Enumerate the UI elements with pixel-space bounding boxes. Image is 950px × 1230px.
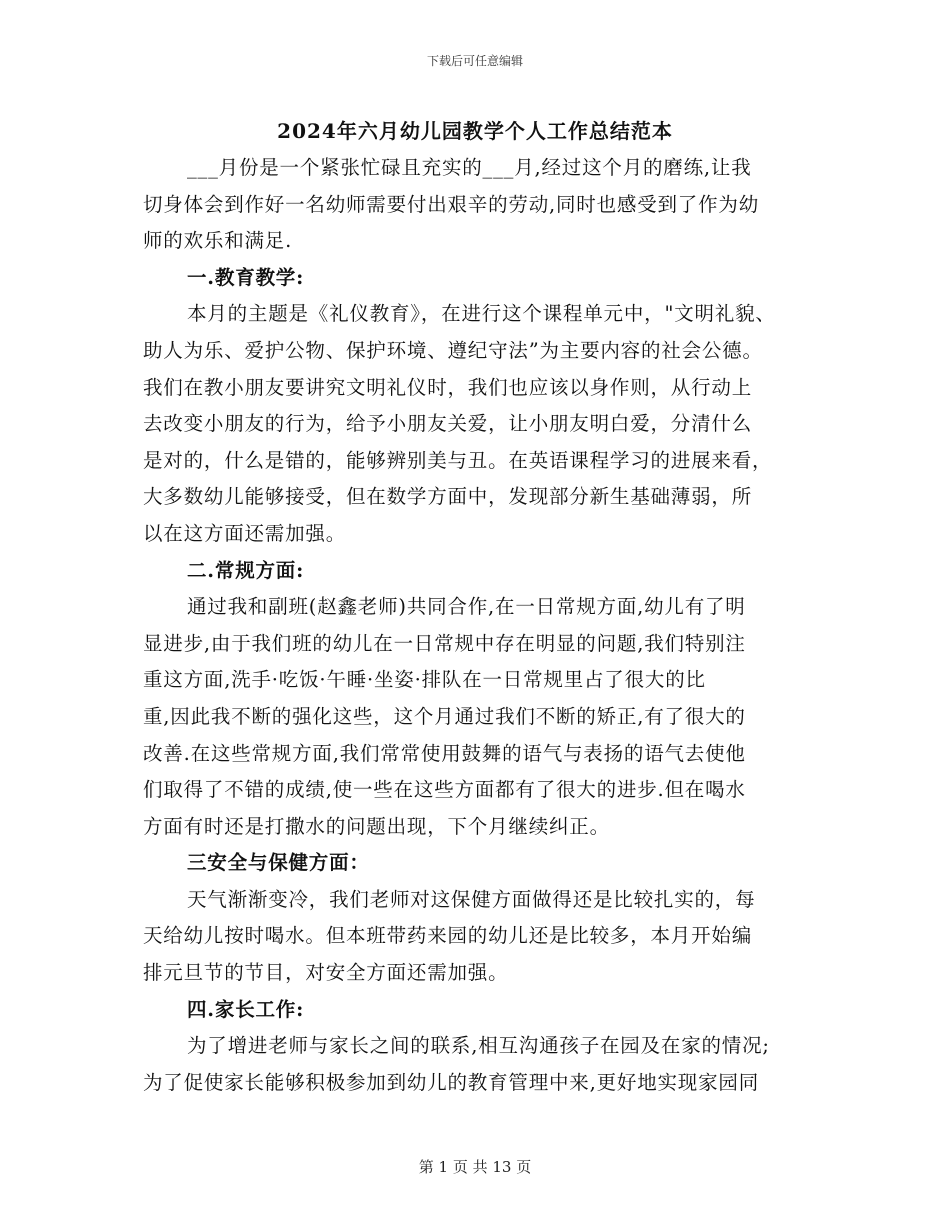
section-heading: 一.教育教学: (187, 265, 305, 289)
paragraph-line: 重这方面,洗手·吃饭·午睡·坐姿·排队在一日常规里占了很大的比 (143, 668, 706, 692)
paragraph-line: 助人为乐、爱护公物、保护环境、遵纪守法”为主要内容的社会公德。 (143, 338, 763, 362)
paragraph-line: 排元旦节的节目，对安全方面还需加强。 (143, 961, 509, 985)
paragraph-line: 以在这方面还需加强。 (143, 521, 347, 545)
page-header: 下载后可任意编辑 (426, 54, 523, 68)
paragraph-line: 重,因此我不断的强化这些，这个月通过我们不断的矫正,有了很大的 (143, 704, 746, 728)
paragraph-line: 为了增进老师与家长之间的联系,相互沟通孩子在园及在家的情况; (187, 1034, 770, 1058)
document-title: 2024年六月幼儿园教学个人工作总结范本 (277, 119, 673, 143)
paragraph-line: 们取得了不错的成绩,使一些在这些方面都有了很大的进步.但在喝水 (143, 778, 746, 802)
paragraph-line: 去改变小朋友的行为，给予小朋友关爱，让小朋友明白爱，分清什么 (143, 412, 753, 436)
page-footer: 第 1 页 共 13 页 (418, 1158, 532, 1176)
paragraph-line: 我们在教小朋友要讲究文明礼仪时，我们也应该以身作则，从行动上 (143, 375, 753, 399)
paragraph-line: ___月份是一个紧张忙碌且充实的___月,经过这个月的磨练,让我 (187, 156, 752, 179)
paragraph-line: 方面有时还是打撒水的问题出现，下个月继续纠正。 (143, 814, 610, 838)
paragraph-line: 改善.在这些常规方面,我们常常使用鼓舞的语气与表扬的语气去使他 (143, 741, 746, 765)
paragraph-line: 为了促使家长能够积极参加到幼儿的教育管理中来,更好地实现家园同 (143, 1070, 759, 1094)
paragraph-line: 天给幼儿按时喝水。但本班带药来园的幼儿还是比较多，本月开始编 (143, 924, 753, 948)
paragraph-line: 大多数幼儿能够接受，但在数学方面中，发现部分新生基础薄弱，所 (143, 485, 753, 509)
paragraph-line: 天气渐渐变冷，我们老师对这保健方面做得还是比较扎实的，每 (187, 887, 756, 911)
section-heading: 四.家长工作: (187, 997, 305, 1021)
paragraph-line: 本月的主题是《礼仪教育》，在进行这个课程单元中，"文明礼貌、 (187, 302, 776, 326)
paragraph-line: 是对的，什么是错的，能够辨别美与丑。在英语课程学习的进展来看， (143, 448, 773, 472)
paragraph-line: 切身体会到作好一名幼师需要付出艰辛的劳动,同时也感受到了作为幼 (143, 192, 759, 216)
document-body (143, 150, 823, 1101)
section-heading: 三安全与保健方面： (187, 851, 370, 875)
section-heading: 二.常规方面: (187, 558, 305, 582)
paragraph-line: 通过我和副班(赵鑫老师)共同合作,在一日常规方面,幼儿有了明 (187, 595, 746, 619)
paragraph-line: 师的欢乐和满足. (143, 229, 293, 253)
paragraph-line: 显进步,由于我们班的幼儿在一日常规中存在明显的问题,我们特别注 (143, 631, 746, 655)
